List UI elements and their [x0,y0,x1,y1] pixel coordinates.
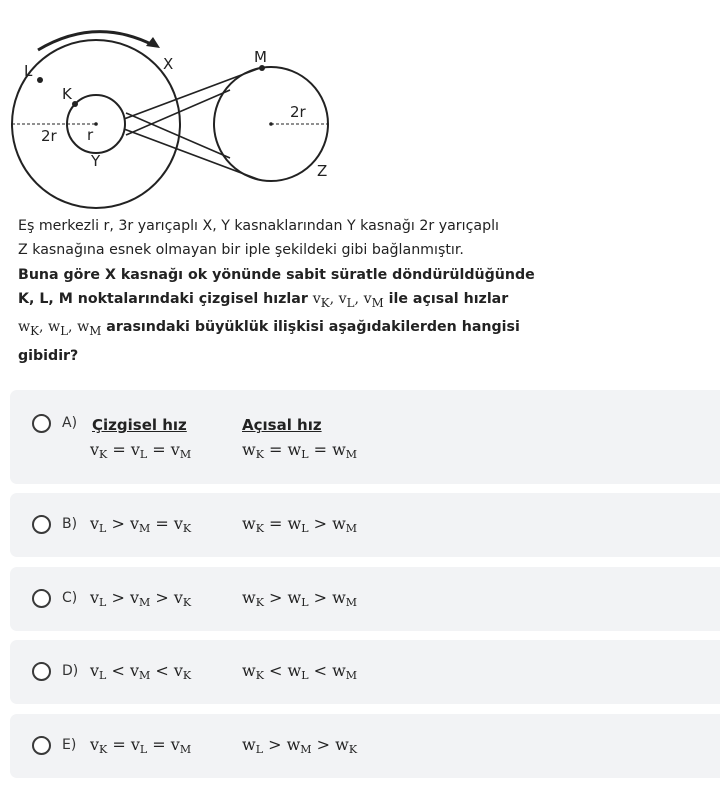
option-c-radio[interactable] [32,589,51,608]
option-e-letter: E) [62,737,77,753]
option-d-linear: $v_L < v_M < v_K$ [90,661,192,682]
option-d[interactable] [10,640,720,704]
option-c[interactable] [10,567,720,631]
label-r-small: r [87,126,94,144]
label-x: X [163,55,174,73]
point-k [72,101,78,107]
option-d-letter: D) [62,663,79,679]
rope-2 [124,129,260,180]
option-e[interactable] [10,714,720,778]
question-line-5: $w_K$, $w_L$, $w_M$ arasındaki büyüklük ilişkisi aşağıdakilerden hangisi [18,319,520,339]
option-e-radio[interactable] [32,736,51,755]
label-2r-left: 2r [41,127,57,145]
option-b-angular: $w_K = w_L > w_M$ [242,514,358,535]
option-d-angular: $w_K < w_L < w_M$ [242,661,358,682]
question-line-4: K, L, M noktalarındaki çizgisel hızlar $v_K$, $v_L$, $v_M$ ile açısal hızlar [18,291,509,311]
option-a-radio[interactable] [32,414,51,433]
option-c-linear: $v_L > v_M > v_K$ [90,588,192,609]
label-z: Z [317,162,328,180]
option-c-angular: $w_K > w_L > w_M$ [242,588,358,609]
rope-1 [124,68,260,119]
center-x [94,122,98,126]
option-a-letter: A) [62,415,78,431]
option-b[interactable] [10,493,720,557]
label-l: L [24,62,33,80]
point-l [37,77,43,83]
label-2r-right: 2r [290,103,306,121]
option-b-letter: B) [62,516,78,532]
question-line-6: gibidir? [18,347,79,364]
question-line-2: Z kasnağına esnek olmayan bir iple şekildeki gibi bağlanmıştır. [18,242,464,259]
question-text [18,214,538,368]
label-k: K [62,85,72,103]
pulley-figure [0,0,560,210]
option-d-radio[interactable] [32,662,51,681]
option-a-angular: $w_K = w_L = w_M$ [242,440,358,461]
option-b-linear: $v_L > v_M = v_K$ [90,514,192,535]
option-b-radio[interactable] [32,515,51,534]
option-e-angular: $w_L > w_M > w_K$ [242,735,358,756]
option-a-linear: $v_K = v_L = v_M$ [90,440,192,461]
question-line-1: Eş merkezli r, 3r yarıçaplı X, Y kasnaklarından Y kasnağı 2r yarıçaplı [18,218,499,234]
option-a-header-angular: Açısal hız [242,416,322,434]
option-c-letter: C) [62,590,78,606]
option-a[interactable] [10,390,720,484]
option-a-header-linear: Çizgisel hız [92,416,187,434]
label-m: M [254,48,267,66]
label-y: Y [91,152,101,170]
question-line-3: Buna göre X kasnağı ok yönünde sabit süratle döndürüldüğünde [18,266,535,283]
option-e-linear: $v_K = v_L = v_M$ [90,735,192,756]
center-z [269,122,273,126]
